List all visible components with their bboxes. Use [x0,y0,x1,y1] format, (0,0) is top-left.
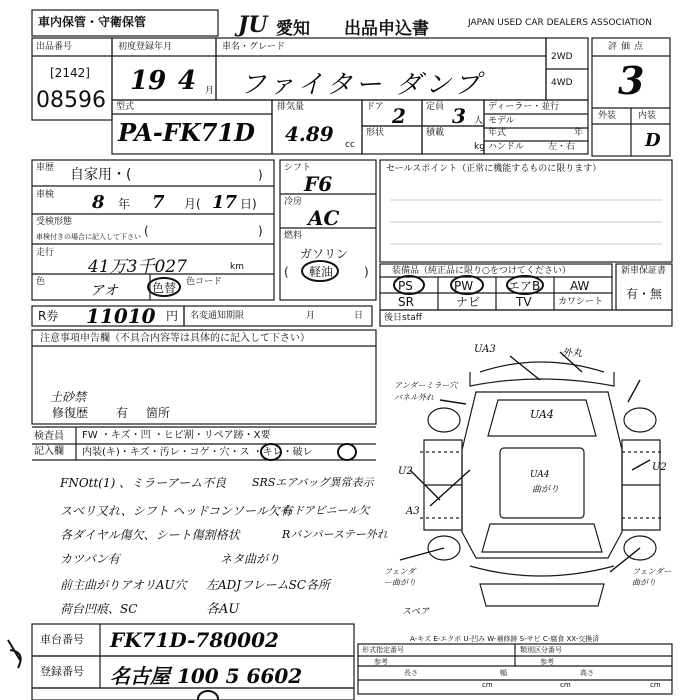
doors-label: ドア [366,102,384,112]
displacement-unit: cc [345,140,355,150]
aircon-label: 冷房 [284,197,303,207]
inspector-note: カツパン有 [60,552,120,566]
color-change: 色替 [152,281,177,295]
fuel-paren-close: ) [364,265,369,279]
inspector-note: 各AU [206,602,240,617]
first-reg-month: 4 [178,66,197,96]
dealer-model-label: モデル [488,116,515,126]
drive-2wd: 2WD [551,52,573,62]
history-close: ) [258,168,263,182]
handle-label: ハンドル [488,142,525,152]
doors-value: 2 [392,104,406,128]
diagram-note: U2 [652,462,667,473]
inspection-year-unit: 年 [118,197,131,211]
registration-value: 名古屋 100 5 6602 [110,664,303,688]
chassis-label: 車台番号 [40,633,84,646]
inspection-day: 17 [212,192,238,213]
record-sub: 車検付きの場合に記入して下さい [36,233,141,241]
sales-point-label: セールスポイント（正常に機能するものに限ります） [386,164,602,174]
margin-scribble [8,640,21,668]
color-code-label: 色コード [186,277,223,287]
inspection-month: 7 [152,192,165,213]
first-reg-year: 19 [130,66,167,96]
shift-label: シフト [284,163,312,173]
mileage-value: 41万3千027 [88,257,187,277]
score-value: 3 [618,58,645,103]
capacity-label: 定員 [426,102,445,112]
inspector-note: ネタ曲がり [220,552,281,566]
repair-value: 有 [116,406,129,420]
first-reg-label: 初度登録年月 [118,42,173,52]
lot-bracket: [2142] [50,66,90,80]
attention-label: 注意事項申告欄（不具合内容等は具体的に記入して下さい） [40,333,310,344]
mileage-label: 走行 [36,248,55,258]
mileage-unit: km [230,262,244,272]
chassis-value: FK71D-780002 [110,628,279,652]
shape-label: 形状 [366,128,385,138]
length-label: 長さ [404,669,418,677]
break-circle [338,444,356,460]
inspection-month-unit: 月( [184,197,201,211]
bottom-circle [198,691,218,700]
fuel-gasoline: ガソリン [300,247,349,261]
capacity-unit: 人 [474,116,484,126]
diagram-note: U2 [398,466,413,477]
inspector-note: 右ドアビニール欠 [282,504,370,517]
inspector-note: SRSエアバッグ異常表示 [252,476,374,489]
inspector-note: 前主曲がりアオリAU穴 [60,578,187,592]
diagram-note: パネル外れ [394,393,434,402]
diagram-note: A3 [406,506,420,517]
equip-ps: PS [398,279,413,293]
equipment-label: 装備品（純正品に限り○をつけてください） [392,266,571,276]
width-label: 幅 [500,669,507,677]
name-change-day: 日 [354,311,364,321]
name-change-label: 名変通知期限 [190,311,245,321]
storage-label: 車内保管・守衛保管 [38,15,147,29]
shift-value: F6 [304,172,333,196]
association-name: JAPAN USED CAR DEALERS ASSOCIATION [468,18,652,28]
equip-pw: PW [454,279,474,293]
warranty-value: 有・無 [626,287,663,301]
displacement-value: 4.89 [285,122,334,146]
lot-number: 08596 [36,88,106,113]
registration-label: 登録番号 [40,665,84,678]
cm-unit: cm [482,681,493,689]
drive-4wd: 4WD [551,78,573,88]
car-name-value: ファイター ダンプ [240,70,484,100]
equip-sr: SR [398,295,414,309]
inspector-note: 荷台凹痕、SC [60,602,138,616]
cm-unit: cm [560,681,571,689]
ref-label: 参考 [374,658,388,666]
form-number-label: 形式指定番号 [362,646,404,654]
diagram-note: UA4 [530,408,554,421]
diagram-note: UA4 [530,470,550,480]
diagram-note: スペア [402,607,430,617]
dealer-label: ディーラー・並行 [488,102,560,112]
lot-label: 出品番号 [36,42,73,52]
displacement-label: 排気量 [277,102,305,112]
history-value: 自家用・( [70,167,132,183]
score-label: 評価点 [608,42,648,52]
inspector-note: Rバンパーステー外れ [282,528,388,541]
fuel-label: 燃料 [284,231,303,241]
inspection-year: 8 [92,192,105,213]
form-title: 出品申込書 [344,19,429,39]
inspection-label: 車検 [36,190,55,200]
diagram-note: 曲がり [532,485,560,495]
equip-tv: TV [516,295,532,309]
inspector-label-1: 検査員 [34,431,64,442]
equip-leather: カワシート [558,297,604,307]
repair-label: 修復歴 [52,406,89,420]
cm-unit: cm [650,681,661,689]
inspector-note: 左ADJフレームSC各所 [206,578,331,592]
record-close: ) [258,224,263,238]
name-change-month: 月 [306,311,316,321]
handle-value: 左・右 [548,142,576,152]
dealer-year-unit: 年 [574,128,584,138]
first-reg-unit: 月 [205,86,215,96]
diagram-note: アンダーミラー穴 [394,381,458,390]
height-label: 高さ [580,669,594,677]
load-unit: kg [474,142,485,152]
recycle-value: 11010 [86,304,156,328]
interior-label: 内装 [638,111,657,121]
inspector-row-1: FW ・キズ・凹 ・ヒビ割・リペア跡・X要 [82,430,271,441]
repair-spot: 箇所 [146,406,171,420]
warranty-label: 新車保証書 [621,266,667,276]
exterior-label: 外装 [598,111,617,121]
recycle-unit: 円 [166,309,179,323]
attention-note: 土砂禁 [50,390,87,404]
inspection-day-unit: 日) [240,197,257,211]
diagram-note: フェンダー曲がり [632,567,672,587]
dealer-year-label: 年式 [488,128,507,138]
damage-legend: A-キズ E-エクボ U-凹み W-補修跡 S-サビ C-腐食 XX-交換済 [410,635,600,643]
car-name-label: 車名・グレード [222,42,286,52]
inspector-note: 各ダイヤル傷欠、シート傷割格状 [60,528,240,542]
diagram-note: UA3 [474,344,496,355]
fuel-paren-open: ( [284,265,289,279]
history-label: 車歴 [36,163,55,173]
equip-navi: ナビ [456,295,481,309]
load-label: 積載 [426,128,445,138]
rear-label: 後日staff [384,313,422,323]
ref-label: 参考 [540,658,554,666]
recycle-label: R券 [38,309,59,323]
inspector-label-2: 記入欄 [34,446,64,457]
interior-value: D [645,130,661,151]
capacity-value: 3 [452,104,466,128]
record-label: 受検形態 [36,217,73,227]
diagram-note: 外丸 [562,348,582,359]
aichi-logo: 愛知 [276,19,310,39]
class-number-label: 類別区分番号 [520,646,562,654]
record-paren: ( [144,224,149,238]
equip-airbag: エアB [508,279,541,293]
model-value: PA-FK71D [118,118,255,147]
ju-logo: JU [238,12,268,38]
fuel-diesel: 軽油 [309,265,334,279]
aircon-value: AC [308,206,340,230]
color-value: アオ [90,283,118,299]
inspector-row-2: 内装(キ)・キズ・汚レ・コゲ・穴・ス ・キレ・破レ [82,447,313,458]
inspector-note: FNOtt(1) 、ミラーアーム不良 [60,476,227,490]
equip-aw: AW [570,279,590,293]
inspector-note: スベリ又れ、シフト ヘッドコンソール欠有 [60,504,292,518]
color-label: 色 [36,277,46,287]
model-label: 型式 [116,102,135,112]
diagram-note: フェンダー曲がり [384,567,416,587]
